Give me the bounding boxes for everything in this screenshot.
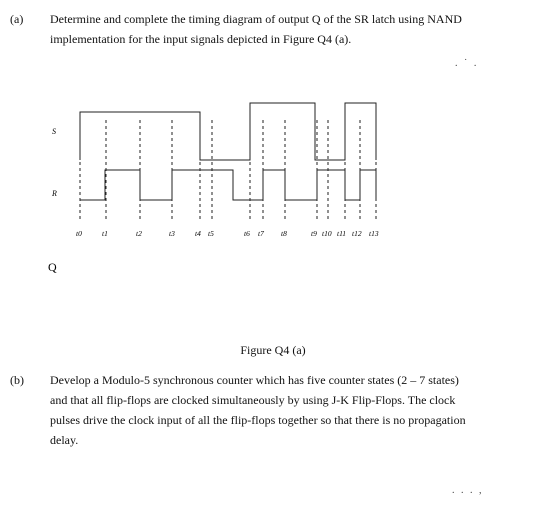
time-label-t0: t0	[76, 229, 82, 238]
r-waveform	[80, 170, 376, 200]
s-waveform	[80, 103, 376, 160]
time-label-t13: t13	[369, 229, 379, 238]
time-label-t10: t10	[322, 229, 332, 238]
time-label-t12: t12	[352, 229, 362, 238]
time-label-t1: t1	[102, 229, 108, 238]
signal-label-r: R	[52, 189, 57, 198]
signal-label-s: S	[52, 127, 56, 136]
part-b-text	[50, 370, 530, 450]
scan-artifact-dots-bottom: . . . ,	[452, 485, 484, 496]
time-label-t9: t9	[311, 229, 317, 238]
time-label-t11: t11	[337, 229, 347, 238]
time-markers	[80, 120, 376, 222]
part-b-line-2: and that all flip-flops are clocked simultaneously by using J-K Flip-Flops. The clock	[50, 393, 456, 407]
part-b-line-4: delay.	[50, 433, 79, 447]
part-b-line-1: Develop a Modulo-5 synchronous counter which has five counter states (2 – 7 states)	[50, 373, 459, 387]
part-b-label: (b)	[10, 373, 24, 387]
part-a-line-1: Determine and complete the timing diagram of output Q of the SR latch using NAND	[50, 12, 462, 26]
time-label-t8: t8	[281, 229, 287, 238]
figure-caption: Figure Q4 (a)	[240, 343, 306, 357]
time-label-t7: t7	[258, 229, 264, 238]
part-a-line-2: implementation for the input signals depicted in Figure Q4 (a).	[50, 32, 352, 46]
time-label-t3: t3	[169, 229, 175, 238]
scan-artifact-dots: . ˙ .	[455, 58, 479, 69]
part-b-line-3: pulses drive the clock input of all the flip-flops together so that there is no propagation	[50, 413, 466, 427]
time-labels	[76, 229, 379, 238]
diagram-lines	[80, 103, 376, 200]
time-label-t4: t4	[195, 229, 201, 238]
signal-label-q: Q	[48, 260, 57, 274]
time-label-t6: t6	[244, 229, 250, 238]
time-label-t5: t5	[208, 229, 214, 238]
time-label-t2: t2	[136, 229, 142, 238]
part-a-label: (a)	[10, 12, 24, 26]
